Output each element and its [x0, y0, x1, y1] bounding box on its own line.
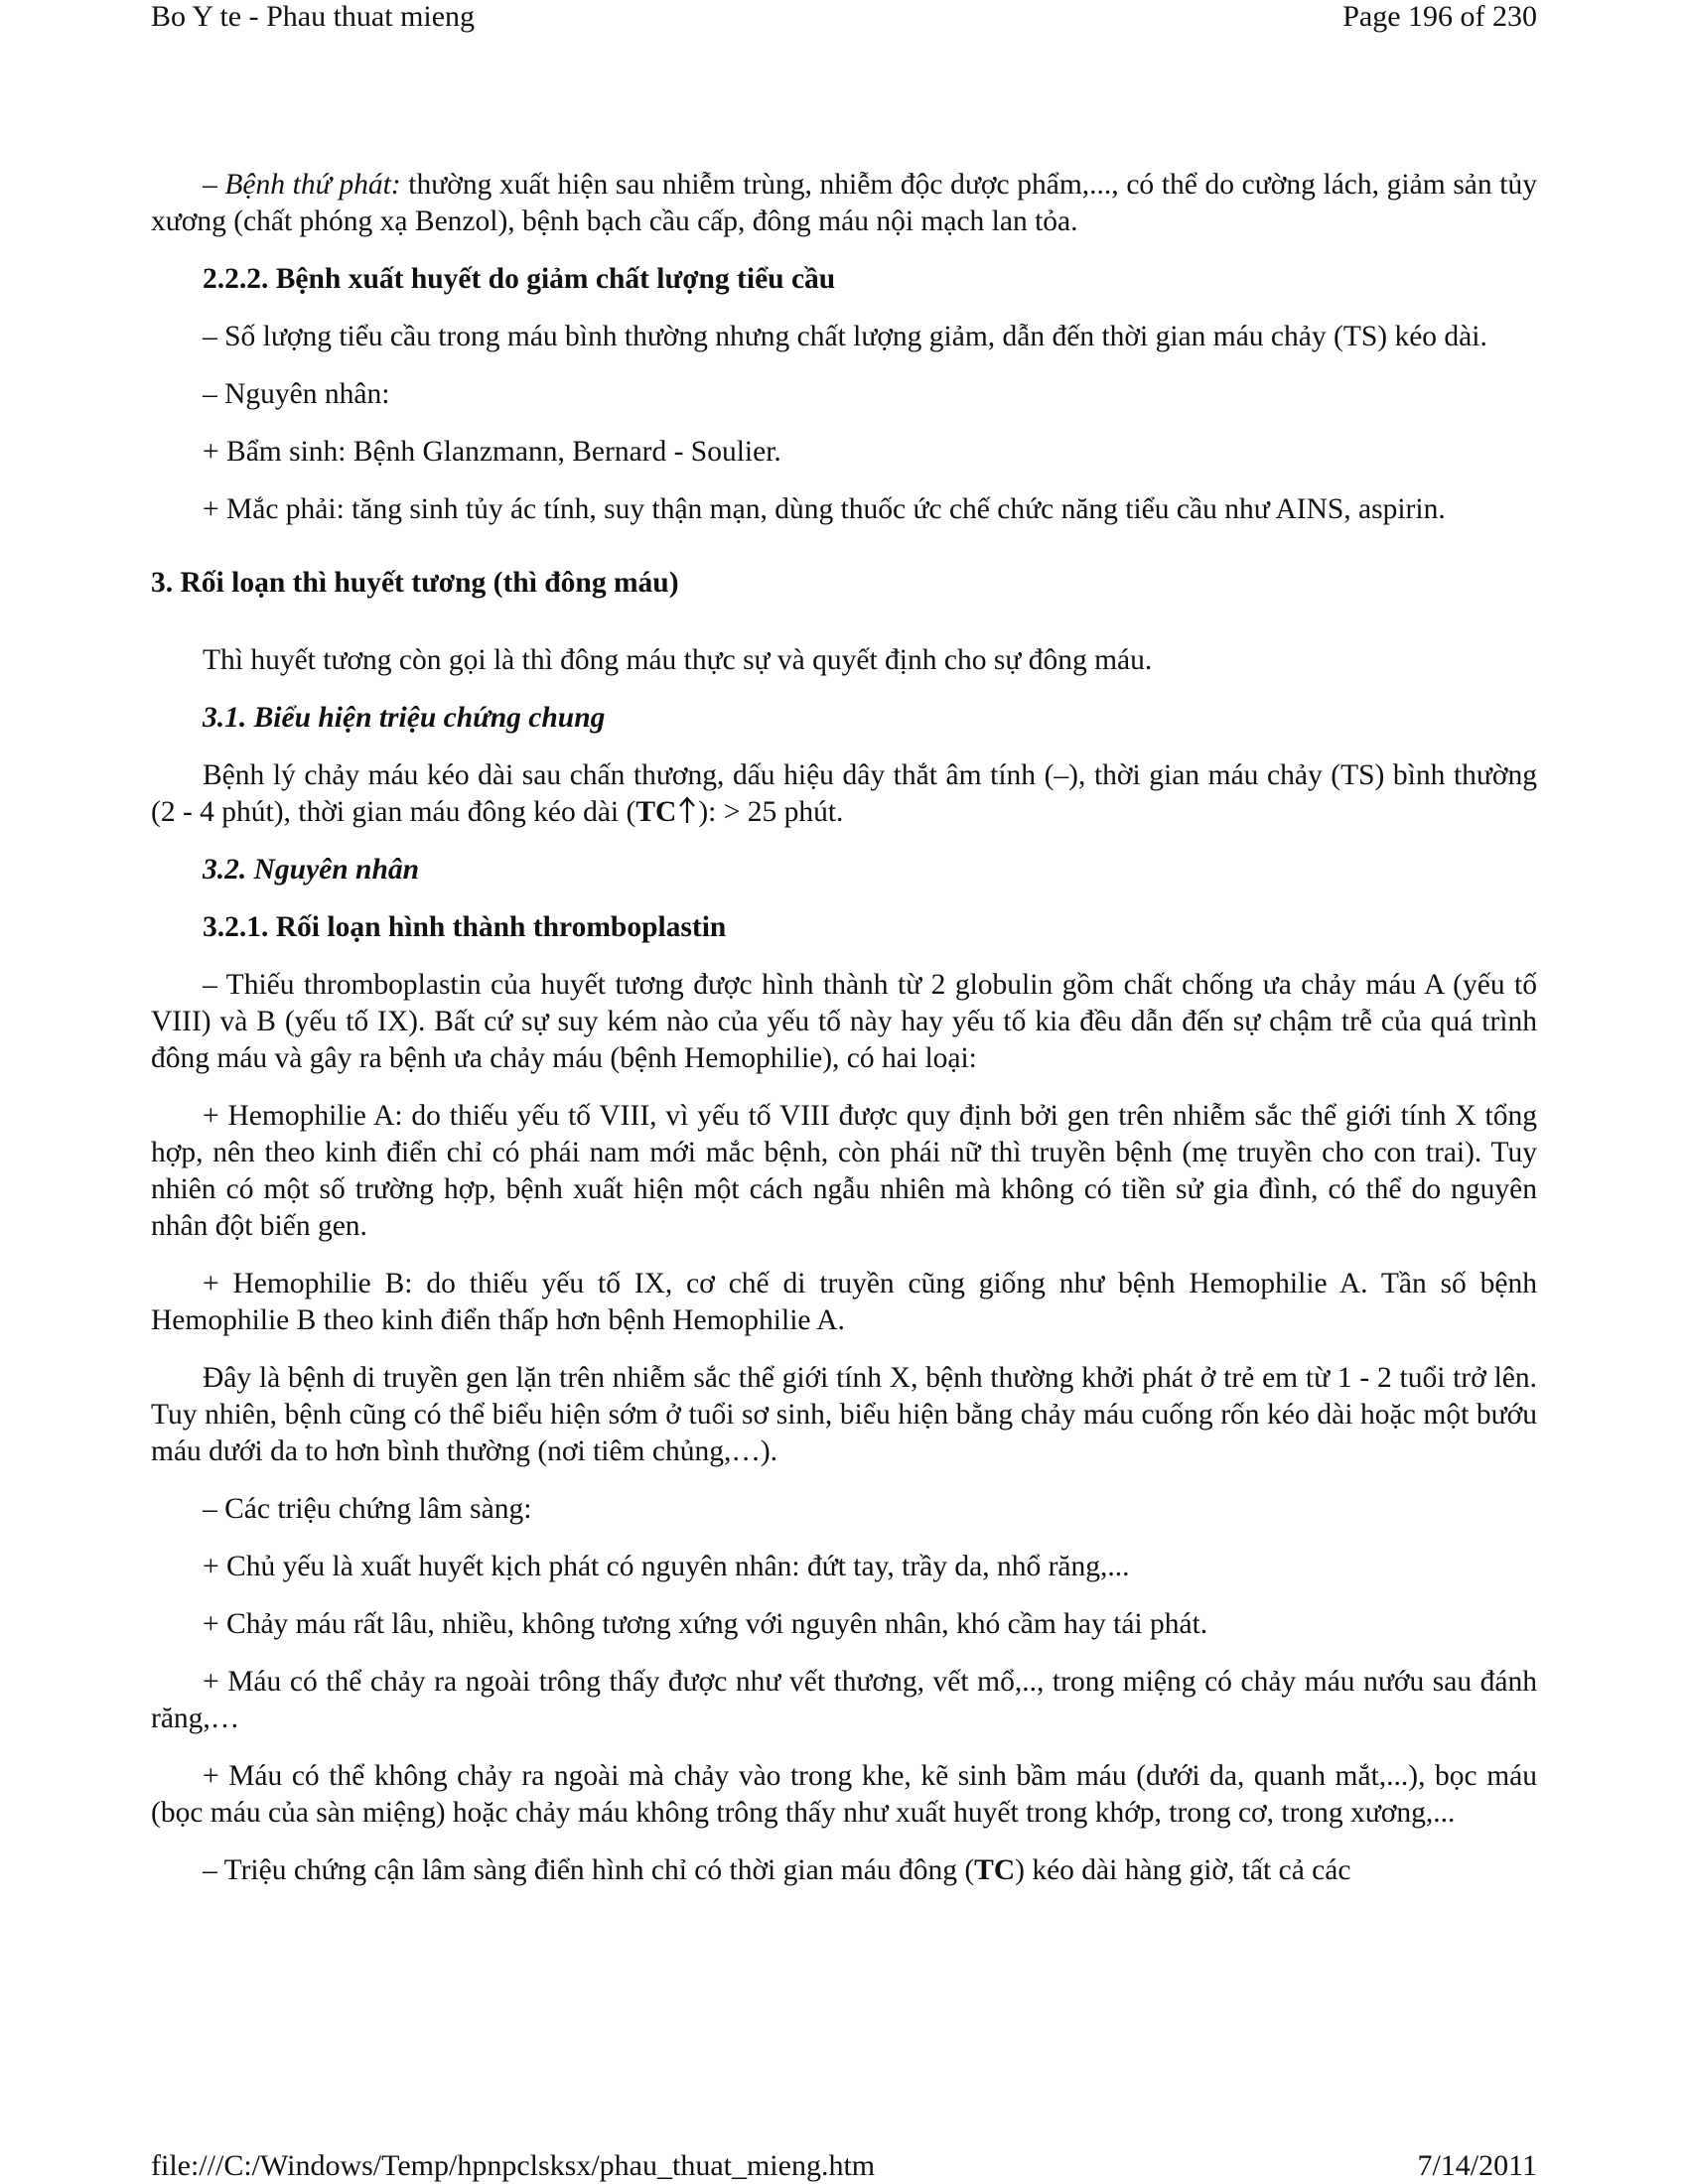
paragraph-acquired: + Mắc phải: tăng sinh tủy ác tính, suy thận mạn, dùng thuốc ức chế chức năng tiểu cầu như AINS, aspirin.: [203, 493, 1446, 525]
paragraph-thromboplastin: – Thiếu thromboplastin của huyết tương được hình thành từ 2 globulin gồm chất chống ưa chảy máu A (yếu tố VIII) và B (yếu tố IX). Bất cứ sự suy kém nào của yếu tố này hay yếu tố kia đều dẫn đến sự chậm trễ của quá trình đông máu và gây ra bệnh ưa chảy máu (bệnh Hemophilie), có hai loại:: [151, 969, 1537, 1074]
term-secondary-disease: Bệnh thứ phát:: [224, 169, 401, 201]
heading-2-2-2: 2.2.2. Bệnh xuất huyết do giảm chất lượng tiểu cầu: [203, 263, 836, 295]
paragraph-paraclinical: – Triệu chứng cận lâm sàng điển hình chỉ có thời gian máu đông (TC) kéo dài hàng giờ, tất cả các: [203, 1854, 1351, 1886]
paragraph-clinical-2: + Chảy máu rất lâu, nhiều, không tương xứng với nguyên nhân, khó cầm hay tái phát.: [203, 1608, 1208, 1640]
document-title: Bo Y te - Phau thuat mieng: [151, 0, 476, 33]
page-footer: [151, 2149, 1537, 2184]
heading-3-2: 3.2. Nguyên nhân: [203, 854, 420, 886]
paragraph-clinical-4: + Máu có thể không chảy ra ngoài mà chảy vào trong khe, kẽ sinh bầm máu (dưới da, quanh mắt,...), bọc máu (bọc máu của sàn miệng) hoặc chảy máu không trông thấy như xuất huyết trong khớp, trong cơ, trong xương,...: [151, 1760, 1537, 1829]
print-date: 7/14/2011: [1417, 2149, 1537, 2182]
tc-abbrev: TC: [635, 796, 677, 828]
paragraph-hemophilia-a: + Hemophilie A: do thiếu yếu tố VIII, vì yếu tố VIII được quy định bởi gen trên nhiễm sắc thể giới tính X tổng hợp, nên theo kinh điển chỉ có phái nam mới mắc bệnh, còn phái nữ thì truyền bệnh (mẹ truyền cho con trai). Tuy nhiên có một số trường hợp, bệnh xuất hiện một cách ngẫu nhiên mà không có tiền sử gia đình, có thể do nguyên nhân đột biến gen.: [151, 1100, 1537, 1242]
paragraph-clinical-label: – Các triệu chứng lâm sàng:: [203, 1493, 532, 1525]
file-path: file:///C:/Windows/Temp/hpnpclsksx/phau_thuat_mieng.htm: [151, 2149, 876, 2182]
paragraph-clinical-1: + Chủ yếu là xuất huyết kịch phát có nguyên nhân: đứt tay, trầy da, nhổ răng,...: [203, 1551, 1130, 1582]
paragraph-congenital: + Bẩm sinh: Bệnh Glanzmann, Bernard - Soulier.: [203, 436, 781, 468]
page-header: [151, 0, 1537, 40]
paragraph-recessive-gene: Đây là bệnh di truyền gen lặn trên nhiễm sắc thể giới tính X, bệnh thường khởi phát ở trẻ em từ 1 - 2 tuổi trở lên. Tuy nhiên, bệnh cũng có thể biểu hiện sớm ở tuổi sơ sinh, biểu hiện bằng chảy máu cuống rốn kéo dài hoặc một bướu máu dưới da to hơn bình thường (nơi tiêm chủng,…).: [151, 1362, 1537, 1467]
paragraph-clinical-3: + Máu có thể chảy ra ngoài trông thấy được như vết thương, vết mổ,.., trong miệng có chảy máu nướu sau đánh răng,…: [151, 1666, 1537, 1734]
paragraph-secondary-disease: – Bệnh thứ phát: thường xuất hiện sau nhiễm trùng, nhiễm độc dược phẩm,..., có thể do cường lách, giảm sản tủy xương (chất phóng xạ Benzol), bệnh bạch cầu cấp, đông máu nội mạch lan tỏa.: [151, 169, 1537, 237]
up-arrow-icon: [677, 795, 697, 825]
page-number: Page 196 of 230: [1342, 0, 1537, 33]
paragraph-hemophilia-b: + Hemophilie B: do thiếu yếu tố IX, cơ chế di truyền cũng giống như bệnh Hemophilie A. Tần số bệnh Hemophilie B theo kinh điển thấp hơn bệnh Hemophilie A.: [151, 1268, 1537, 1336]
heading-3-1: 3.1. Biểu hiện triệu chứng chung: [203, 702, 606, 734]
tc-abbrev-2: TC: [974, 1854, 1016, 1886]
paragraph-platelet-quality: – Số lượng tiểu cầu trong máu bình thường nhưng chất lượng giảm, dẫn đến thời gian máu chảy (TS) kéo dài.: [203, 321, 1487, 352]
heading-3: 3. Rối loạn thì huyết tương (thì đông máu): [151, 567, 679, 599]
paragraph-causes-label: – Nguyên nhân:: [203, 378, 390, 410]
heading-3-2-1: 3.2.1. Rối loạn hình thành thromboplastin: [203, 911, 727, 943]
paragraph-plasma-phase: Thì huyết tương còn gọi là thì đông máu thực sự và quyết định cho sự đông máu.: [203, 644, 1153, 676]
document-body: [151, 167, 1537, 1910]
paragraph-symptoms-general: Bệnh lý chảy máu kéo dài sau chấn thương, dấu hiệu dây thắt âm tính (–), thời gian máu chảy (TS) bình thường (2 - 4 phút), thời gian máu đông kéo dài (TC ): > 25 phút.: [151, 759, 1537, 828]
